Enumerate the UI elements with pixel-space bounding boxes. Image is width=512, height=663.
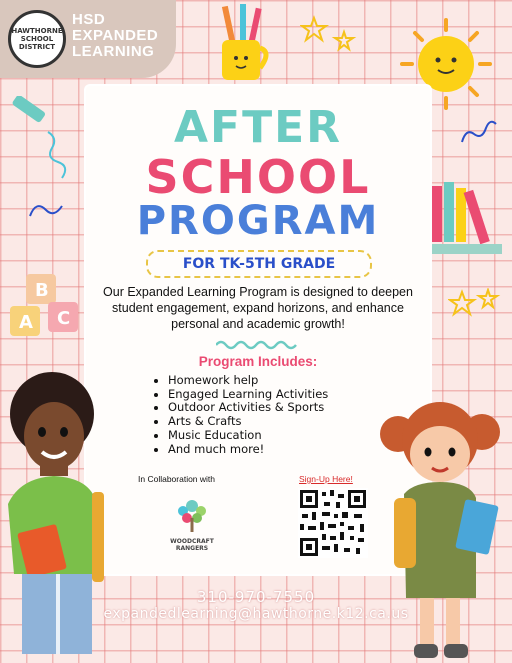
- includes-list: [154, 374, 328, 456]
- program-description: Our Expanded Learning Program is designed to deepen student engagement, expand horizons, and enhance personal and academic growth!: [103, 285, 413, 331]
- list-item: • Homework help: [168, 374, 328, 388]
- tree-icon: [172, 494, 212, 534]
- wave-divider: [216, 340, 300, 350]
- title-school-text: SCHOOL: [145, 150, 371, 204]
- pencil-mug-icon: [216, 4, 276, 84]
- includes-heading: Program Includes:: [198, 354, 318, 369]
- collaboration-label: In Collaboration with: [138, 474, 216, 484]
- grade-badge: FOR TK-5TH GRADE: [146, 250, 372, 278]
- girl-illustration: [378, 398, 512, 663]
- swirl-decoration: [26, 196, 66, 226]
- program-logo-title: [72, 12, 158, 60]
- title-after: [86, 102, 430, 153]
- swirl-decoration-right: [458, 112, 498, 152]
- district-seal: [8, 10, 66, 68]
- books-icon: [428, 178, 512, 262]
- signup-qr-code[interactable]: [298, 488, 368, 558]
- partner-name: WOODCRAFT RANGERS: [170, 538, 214, 552]
- abc-blocks-icon: [6, 270, 90, 350]
- list-item: • Music Education: [168, 429, 328, 443]
- logo-line-3: LEARNING: [72, 43, 155, 60]
- title-after-text: AFTER: [173, 102, 343, 153]
- contact-email[interactable]: expandedlearning@hawthorne.k12.ca.us: [103, 606, 409, 622]
- contact-phone[interactable]: 310-970-7550: [196, 588, 316, 606]
- list-item: • Arts & Crafts: [168, 415, 328, 429]
- svg-text:A: A: [19, 312, 33, 333]
- logo-line-1: HSD: [72, 11, 106, 28]
- signup-link[interactable]: Sign-Up Here!: [299, 474, 353, 484]
- title-program-text: PROGRAM: [136, 198, 380, 244]
- partner-logo: [170, 494, 214, 552]
- list-item: • Outdoor Activities & Sports: [168, 401, 328, 415]
- highlighter-icon: [8, 96, 88, 186]
- list-item: • And much more!: [168, 443, 328, 457]
- svg-text:B: B: [35, 280, 49, 301]
- district-logo-banner: [0, 0, 176, 78]
- seal-text: HAWTHORNE SCHOOL DISTRICT: [11, 27, 63, 51]
- svg-text:C: C: [57, 308, 71, 329]
- stars-decoration: [300, 14, 360, 64]
- title-school: [86, 150, 430, 204]
- title-program: [86, 198, 430, 244]
- logo-line-2: EXPANDED: [72, 27, 159, 44]
- list-item: • Engaged Learning Activities: [168, 388, 328, 402]
- stars-decoration-right: [448, 288, 508, 338]
